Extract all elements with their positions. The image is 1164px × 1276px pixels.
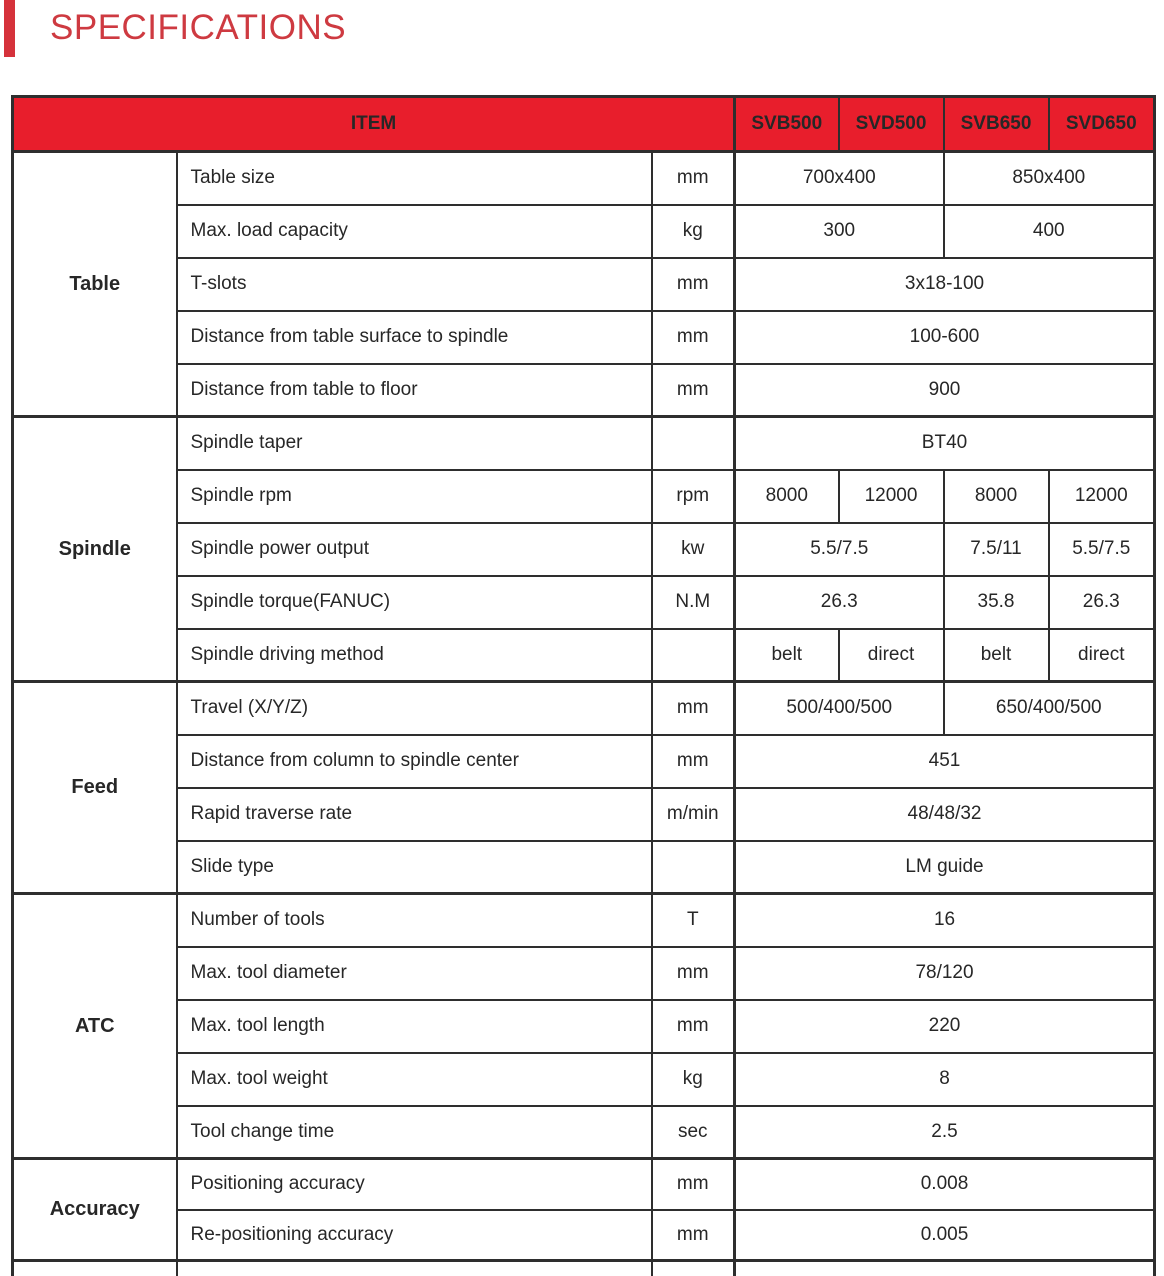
- spec-unit: sec: [652, 1106, 735, 1159]
- spec-unit: [652, 1261, 735, 1276]
- spec-unit: mm: [652, 311, 735, 364]
- spec-value: 220: [735, 1000, 1155, 1053]
- spec-row: [13, 470, 1155, 523]
- spec-unit: kw: [652, 523, 735, 576]
- spec-item-label: Max. tool length: [177, 1000, 652, 1053]
- column-header-model-svb500: SVB500: [735, 97, 839, 152]
- spec-item-label: Tool change time: [177, 1106, 652, 1159]
- spec-value: 26.3: [735, 576, 944, 629]
- spec-item-label: Spindle power output: [177, 523, 652, 576]
- spec-unit: mm: [652, 1210, 735, 1261]
- spec-row: [13, 788, 1155, 841]
- spec-item-label: Number of tools: [177, 894, 652, 947]
- spec-value: 35.8: [944, 576, 1049, 629]
- spec-item-label: Positioning accuracy: [177, 1159, 652, 1210]
- section-label-table: Table: [13, 152, 177, 417]
- spec-unit: [652, 417, 735, 470]
- spec-value: 5.5/7.5: [735, 523, 944, 576]
- spec-unit: mm: [652, 735, 735, 788]
- spec-item-label: [177, 1261, 652, 1276]
- spec-value: 8: [735, 1053, 1155, 1106]
- spec-value: 900: [735, 364, 1155, 417]
- column-header-model-svd500: SVD500: [839, 97, 944, 152]
- spec-row: [13, 417, 1155, 470]
- spec-item-label: Slide type: [177, 841, 652, 894]
- spec-unit: kg: [652, 205, 735, 258]
- spec-value: 78/120: [735, 947, 1155, 1000]
- spec-row: [13, 682, 1155, 735]
- spec-value: 48/48/32: [735, 788, 1155, 841]
- spec-row: [13, 1000, 1155, 1053]
- spec-value: 16: [735, 894, 1155, 947]
- spec-row: [13, 1053, 1155, 1106]
- spec-value: direct: [1049, 629, 1155, 682]
- spec-item-label: Distance from column to spindle center: [177, 735, 652, 788]
- column-header-model-svd650: SVD650: [1049, 97, 1155, 152]
- spec-row: [13, 1159, 1155, 1210]
- spec-row: [13, 841, 1155, 894]
- spec-value: 100-600: [735, 311, 1155, 364]
- spec-value: 700x400: [735, 152, 944, 205]
- spec-unit: mm: [652, 947, 735, 1000]
- spec-item-label: Max. tool weight: [177, 1053, 652, 1106]
- spec-unit: mm: [652, 1000, 735, 1053]
- spec-unit: [652, 841, 735, 894]
- spec-unit: mm: [652, 364, 735, 417]
- spec-row: [13, 523, 1155, 576]
- spec-row: [13, 152, 1155, 205]
- spec-item-label: Distance from table to floor: [177, 364, 652, 417]
- spec-row: [13, 258, 1155, 311]
- section-label-next: [13, 1261, 177, 1276]
- spec-unit: mm: [652, 152, 735, 205]
- spec-item-label: Distance from table surface to spindle: [177, 311, 652, 364]
- spec-row: [13, 205, 1155, 258]
- document-header: [0, 0, 1164, 60]
- spec-value: 0.008: [735, 1159, 1155, 1210]
- spec-value: BT40: [735, 417, 1155, 470]
- spec-row: [13, 1106, 1155, 1159]
- spec-value: 8000: [735, 470, 839, 523]
- spec-value: 500/400/500: [735, 682, 944, 735]
- spec-item-label: Spindle taper: [177, 417, 652, 470]
- section-label-spindle: Spindle: [13, 417, 177, 682]
- spec-unit: N.M: [652, 576, 735, 629]
- spec-unit: mm: [652, 682, 735, 735]
- spec-value: 300: [735, 205, 944, 258]
- section-label-atc: ATC: [13, 894, 177, 1159]
- column-header-model-svb650: SVB650: [944, 97, 1049, 152]
- spec-item-label: Spindle driving method: [177, 629, 652, 682]
- spec-row: [13, 576, 1155, 629]
- spec-item-label: Spindle torque(FANUC): [177, 576, 652, 629]
- spec-value: 850x400: [944, 152, 1155, 205]
- spec-item-label: Rapid traverse rate: [177, 788, 652, 841]
- spec-value: direct: [839, 629, 944, 682]
- spec-item-label: Spindle rpm: [177, 470, 652, 523]
- spec-row: [13, 1210, 1155, 1261]
- spec-unit: mm: [652, 1159, 735, 1210]
- title-accent-bar: [4, 0, 15, 57]
- table-header-row: [13, 97, 1155, 152]
- spec-row-partial: [13, 1261, 1155, 1276]
- spec-row: [13, 947, 1155, 1000]
- spec-value: LM guide: [735, 841, 1155, 894]
- spec-value: 12000: [1049, 470, 1155, 523]
- spec-item-label: Travel (X/Y/Z): [177, 682, 652, 735]
- page-title: SPECIFICATIONS: [50, 8, 347, 47]
- spec-value: 7.5/11: [944, 523, 1049, 576]
- spec-item-label: Re-positioning accuracy: [177, 1210, 652, 1261]
- spec-unit: kg: [652, 1053, 735, 1106]
- spec-unit: rpm: [652, 470, 735, 523]
- spec-value: 400: [944, 205, 1155, 258]
- spec-value: 8000: [944, 470, 1049, 523]
- spec-value: 650/400/500: [944, 682, 1155, 735]
- spec-value: 26.3: [1049, 576, 1155, 629]
- spec-item-label: Max. load capacity: [177, 205, 652, 258]
- spec-row: [13, 629, 1155, 682]
- specifications-table: [11, 95, 1156, 1276]
- spec-unit: m/min: [652, 788, 735, 841]
- spec-value: 12000: [839, 470, 944, 523]
- spec-value: [735, 1261, 1155, 1276]
- spec-value: 2.5: [735, 1106, 1155, 1159]
- spec-item-label: Table size: [177, 152, 652, 205]
- spec-item-label: T-slots: [177, 258, 652, 311]
- section-label-accuracy: Accuracy: [13, 1159, 177, 1261]
- spec-value: belt: [944, 629, 1049, 682]
- spec-unit: [652, 629, 735, 682]
- spec-row: [13, 364, 1155, 417]
- spec-value: 0.005: [735, 1210, 1155, 1261]
- column-header-item: ITEM: [13, 97, 735, 152]
- spec-value: belt: [735, 629, 839, 682]
- spec-row: [13, 735, 1155, 788]
- spec-value: 451: [735, 735, 1155, 788]
- spec-row: [13, 311, 1155, 364]
- spec-value: 5.5/7.5: [1049, 523, 1155, 576]
- spec-value: 3x18-100: [735, 258, 1155, 311]
- spec-row: [13, 894, 1155, 947]
- spec-unit: T: [652, 894, 735, 947]
- section-label-feed: Feed: [13, 682, 177, 894]
- spec-item-label: Max. tool diameter: [177, 947, 652, 1000]
- spec-unit: mm: [652, 258, 735, 311]
